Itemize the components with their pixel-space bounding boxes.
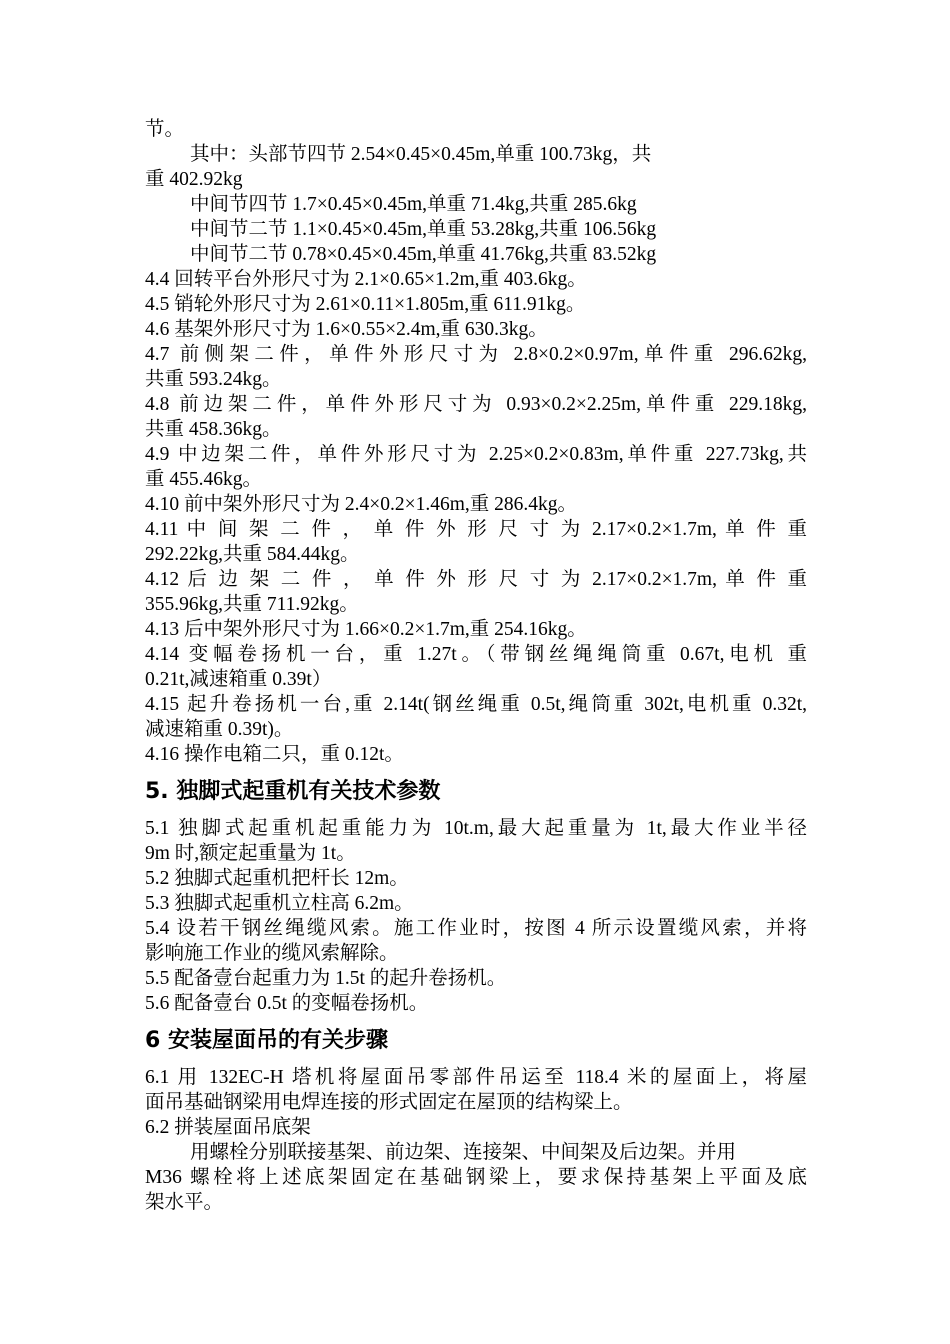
text-line: 292.22kg,共重 584.44kg。 xyxy=(145,544,360,565)
text-line: 中间节二节 1.1×0.45×0.45m,单重 53.28kg,共重 106.56kg xyxy=(190,219,657,240)
text-line: 4.8 前边架二件，单件外形尺寸为 0.93×0.2×2.25m,单件重 229.18kg, xyxy=(145,394,807,415)
text-line: 5.4 设若干钢丝绳缆风索。施工作业时，按图 4 所示设置缆风索，并将 xyxy=(145,918,807,939)
text-line: 5.1 独脚式起重机起重能力为 10t.m,最大起重量为 1t,最大作业半径 xyxy=(145,818,807,839)
text-line: 4.10 前中架外形尺寸为 2.4×0.2×1.46m,重 286.4kg。 xyxy=(145,494,578,515)
text-line: 6.1 用 132EC-H 塔机将屋面吊零部件吊运至 118.4 米的屋面上，将屋 xyxy=(145,1067,807,1088)
text-line: 共重 458.36kg。 xyxy=(145,419,282,440)
text-line: 4.9 中边架二件，单件外形尺寸为 2.25×0.2×0.83m,单件重 227.73kg,共 xyxy=(145,444,807,465)
text-line: 减速箱重 0.39t)。 xyxy=(145,719,294,740)
text-line: 4.14 变幅卷扬机一台，重 1.27t。（带钢丝绳绳筒重 0.67t,电机 重 xyxy=(145,644,807,665)
document-page xyxy=(145,117,807,1215)
section-heading-6: 6 安装屋面吊的有关步骤 xyxy=(145,1028,388,1053)
text-line: 架水平。 xyxy=(145,1192,224,1213)
text-line: 面吊基础钢梁用电焊连接的形式固定在屋顶的结构梁上。 xyxy=(145,1092,633,1113)
text-line: 中间节二节 0.78×0.45×0.45m,单重 41.76kg,共重 83.52kg xyxy=(190,244,657,265)
text-line: 4.15 起升卷扬机一台,重 2.14t(钢丝绳重 0.5t,绳筒重 302t,电机重 0.32t, xyxy=(145,694,807,715)
text-line: 4.4 回转平台外形尺寸为 2.1×0.65×1.2m,重 403.6kg。 xyxy=(145,269,587,290)
text-line: 4.12 后 边 架 二 件 ， 单 件 外 形 尺 寸 为 2.17×0.2×1.7m, 单 件 重 xyxy=(145,569,807,590)
text-line: 5.6 配备壹台 0.5t 的变幅卷扬机。 xyxy=(145,993,429,1014)
text-line: 4.6 基架外形尺寸为 1.6×0.55×2.4m,重 630.3kg。 xyxy=(145,319,548,340)
text-line: 重 455.46kg。 xyxy=(145,469,263,490)
text-line: 9m 时,额定起重量为 1t。 xyxy=(145,843,356,864)
text-line: 节。 xyxy=(145,119,185,140)
text-line: 4.13 后中架外形尺寸为 1.66×0.2×1.7m,重 254.16kg。 xyxy=(145,619,587,640)
text-line: 5.3 独脚式起重机立柱高 6.2m。 xyxy=(145,893,414,914)
text-line: 0.21t,减速箱重 0.39t） xyxy=(145,669,332,690)
text-line: 4.5 销轮外形尺寸为 2.61×0.11×1.805m,重 611.91kg。 xyxy=(145,294,586,315)
text-line: 影响施工作业的缆风索解除。 xyxy=(145,943,399,964)
section-heading-5: 5. 独脚式起重机有关技术参数 xyxy=(145,779,441,804)
text-line: 共重 593.24kg。 xyxy=(145,369,282,390)
text-line: 重 402.92kg xyxy=(145,169,243,190)
text-line: 4.7 前侧架二件，单件外形尺寸为 2.8×0.2×0.97m,单件重 296.62kg, xyxy=(145,344,807,365)
text-line: 355.96kg,共重 711.92kg。 xyxy=(145,594,359,615)
text-line: 5.2 独脚式起重机把杆长 12m。 xyxy=(145,868,409,889)
text-line: 中间节四节 1.7×0.45×0.45m,单重 71.4kg,共重 285.6kg xyxy=(190,194,637,215)
text-line: 5.5 配备壹台起重力为 1.5t 的起升卷扬机。 xyxy=(145,968,507,989)
text-line: 用螺栓分别联接基架、前边架、连接架、中间架及后边架。并用 xyxy=(190,1142,737,1163)
text-line: 4.16 操作电箱二只，重 0.12t。 xyxy=(145,744,404,765)
text-line: M36 螺栓将上述底架固定在基础钢梁上，要求保持基架上平面及底 xyxy=(145,1167,807,1188)
text-line: 其中：头部节四节 2.54×0.45×0.45m,单重 100.73kg，共 xyxy=(190,144,652,165)
text-line: 6.2 拼装屋面吊底架 xyxy=(145,1117,311,1138)
text-line: 4.11 中 间 架 二 件 ， 单 件 外 形 尺 寸 为 2.17×0.2×1.7m, 单 件 重 xyxy=(145,519,807,540)
